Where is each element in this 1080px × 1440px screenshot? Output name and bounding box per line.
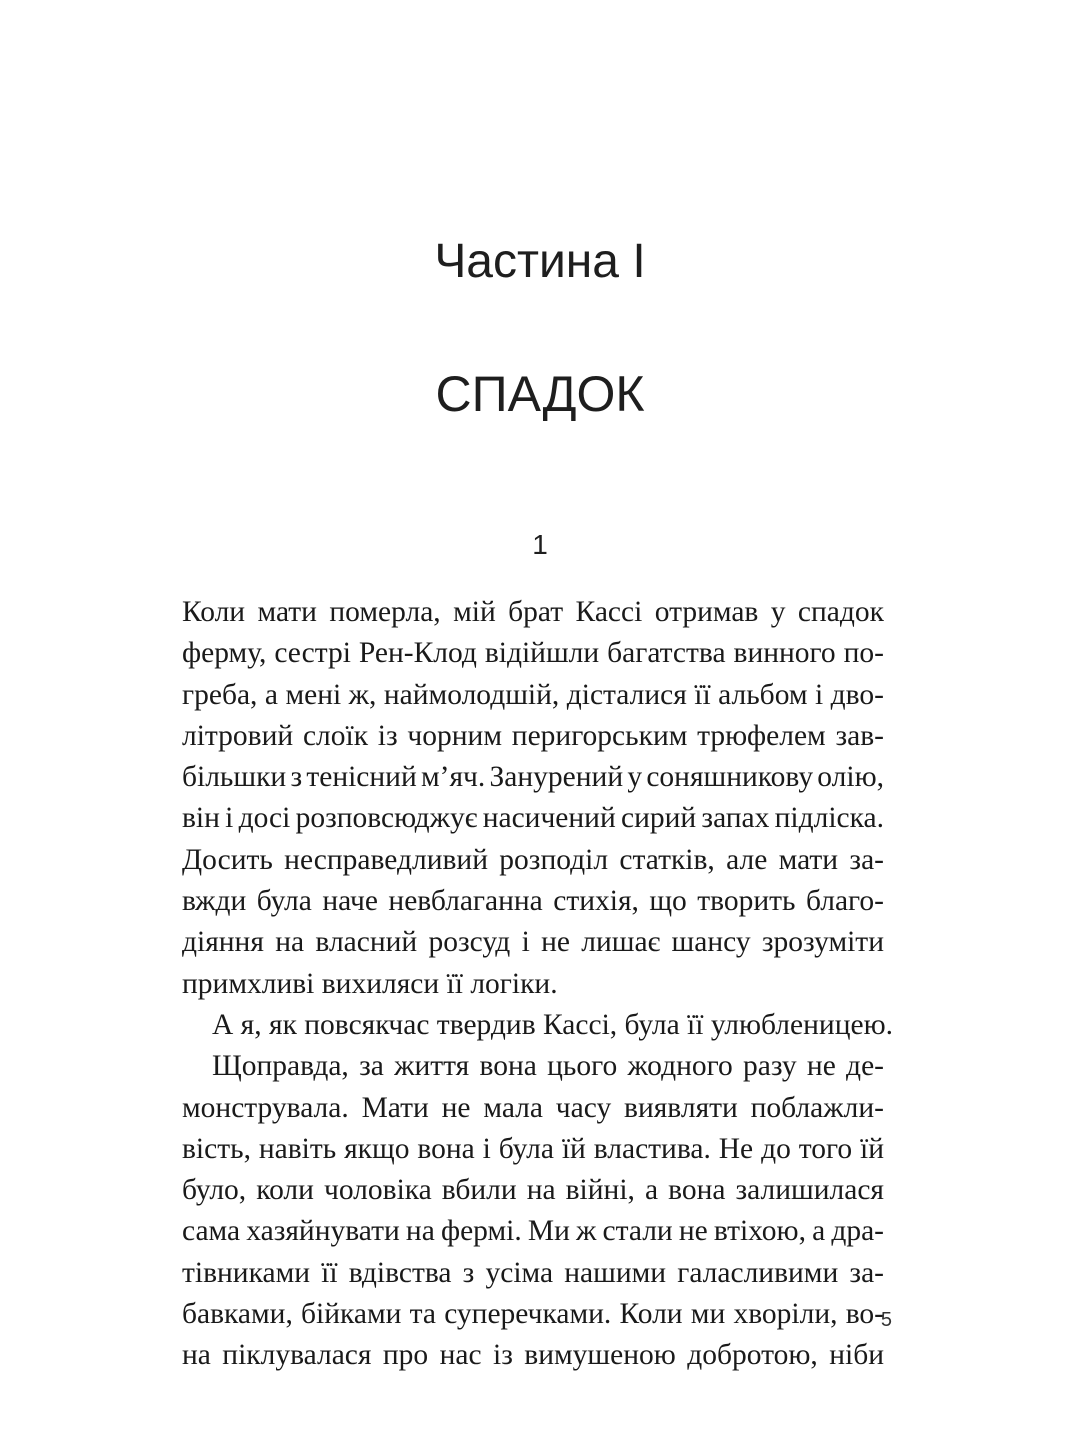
text-line: було, коли чоловіка вбили на війні, а вона залишилася: [182, 1174, 884, 1207]
paragraph-2: [182, 1005, 893, 1046]
section-title: СПАДОК: [435, 366, 645, 422]
text-line: діяння на власний розсуд і не лишає шансу зрозуміти: [182, 926, 884, 959]
text-line: Коли мати померла, мій брат Кассі отримав у спадок: [182, 596, 884, 628]
text-line: вість, навіть якщо вона і була їй властива. Не до того їй: [182, 1132, 884, 1165]
text-line: вжди була наче невблаганна стихія, що творить благо-: [182, 885, 884, 918]
text-line: греба, а мені ж, наймолодшій, дісталися її альбом і дво-: [182, 678, 884, 711]
text-line: він і досі розповсюджує насичений сирий запах підліска.: [182, 802, 884, 835]
text-line: сама хазяйнувати на фермі. Ми ж стали не втіхою, а дра-: [182, 1215, 884, 1248]
text-line: А я, як повсякчас твердив Кассі, була її улюбленицею.: [212, 1008, 893, 1041]
chapter-number: 1: [532, 529, 548, 560]
part-title: Частина І: [434, 235, 646, 288]
text-line: бавками, бійками та суперечками. Коли ми хворіли, во-: [182, 1298, 884, 1331]
text-line: Щоправда, за життя вона цього жодного разу не де-: [212, 1050, 884, 1083]
text-line: ферму, сестрі Рен-Клод відійшли багатства винного по-: [182, 637, 884, 670]
text-line: монструвала. Мати не мала часу виявляти поблажли-: [182, 1091, 884, 1124]
text-line: Досить несправедливий розподіл статків, але мати за-: [182, 843, 884, 876]
text-line: на піклувалася про нас із вимушеною добротою, ніби: [182, 1339, 884, 1372]
paragraph-3: [182, 1046, 884, 1376]
text-line: примхливі вихиляси її логіки.: [182, 967, 558, 1000]
text-line: літровий слоїк із чорним перигорським трюфелем зав-: [182, 719, 884, 752]
body-text: [182, 592, 893, 1377]
page-number: 5: [880, 1309, 892, 1331]
paragraph-1: [182, 592, 884, 1005]
text-line: більшки з тенісний м’яч. Занурений у соняшникову олію,: [182, 761, 884, 794]
text-line: тівниками її вдівства з усіма нашими галасливими за-: [182, 1256, 884, 1289]
